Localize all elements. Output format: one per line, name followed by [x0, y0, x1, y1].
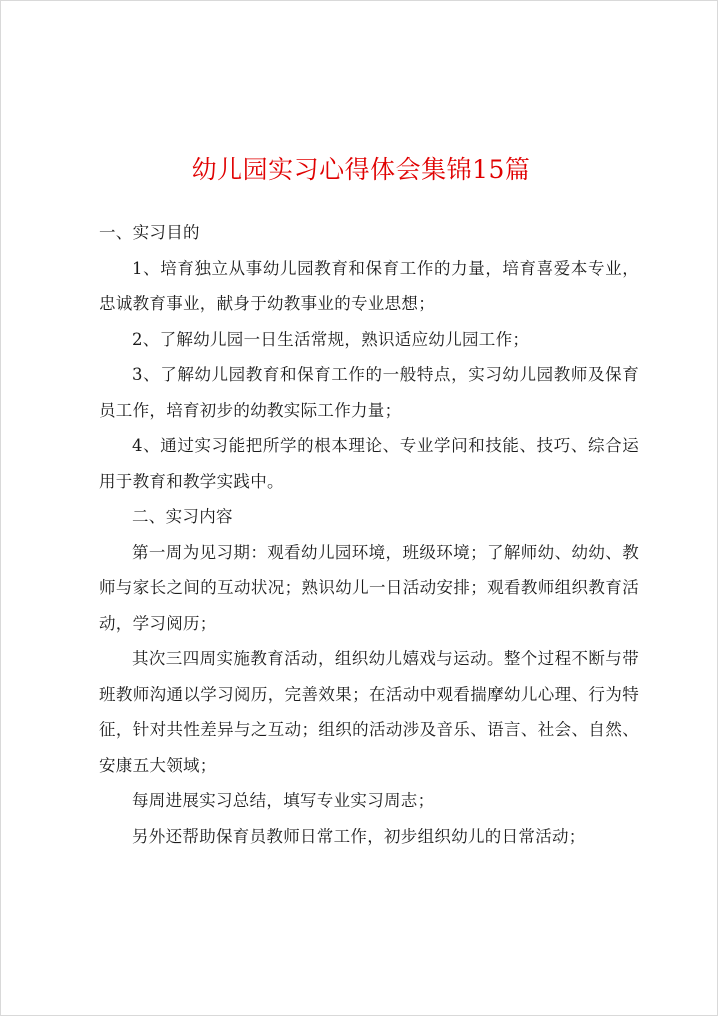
paragraph: 2、了解幼儿园一日生活常规，熟识适应幼儿园工作；	[132, 329, 530, 349]
paragraph: 另外还帮助保育员教师日常工作，初步组织幼儿的日常活动；	[132, 826, 586, 846]
paragraph: 4、通过实习能把所学的根本理论、专业学问和技能、技巧、综合运用于教育和教学实践中。	[99, 436, 639, 491]
paragraph: 1、培育独立从事幼儿园教育和保育工作的力量，培育喜爱本专业，忠诚教育事业，献身于幼教事业的专业思想；	[99, 258, 639, 313]
paragraph: 每周进展实习总结，填写专业实习周志；	[132, 791, 435, 810]
section-heading-content: 二、实习内容	[132, 507, 233, 526]
document-body	[99, 215, 639, 854]
paragraph: 其次三四周实施教育活动，组织幼儿嬉戏与运动。整个过程不断与带班教师沟通以学习阅历，完善效果；在活动中观看揣摩幼儿心理、行为特征，针对共性差异与之互动；组织的活动涉及音乐、语言、社会、自然、安康五大领域；	[99, 649, 639, 775]
paragraph: 第一周为见习期：观看幼儿园环境，班级环境；了解师幼、幼幼、教师与家长之间的互动状况；熟识幼儿一日活动安排；观看教师组织教育活动，学习阅历；	[99, 542, 639, 633]
document-title: 幼儿园实习心得体会集锦15篇	[191, 155, 531, 184]
section-heading-purpose: 一、实习目的	[99, 223, 200, 242]
paragraph: 3、了解幼儿园教育和保育工作的一般特点，实习幼儿园教师及保育员工作，培育初步的幼教实际工作力量；	[99, 365, 639, 420]
